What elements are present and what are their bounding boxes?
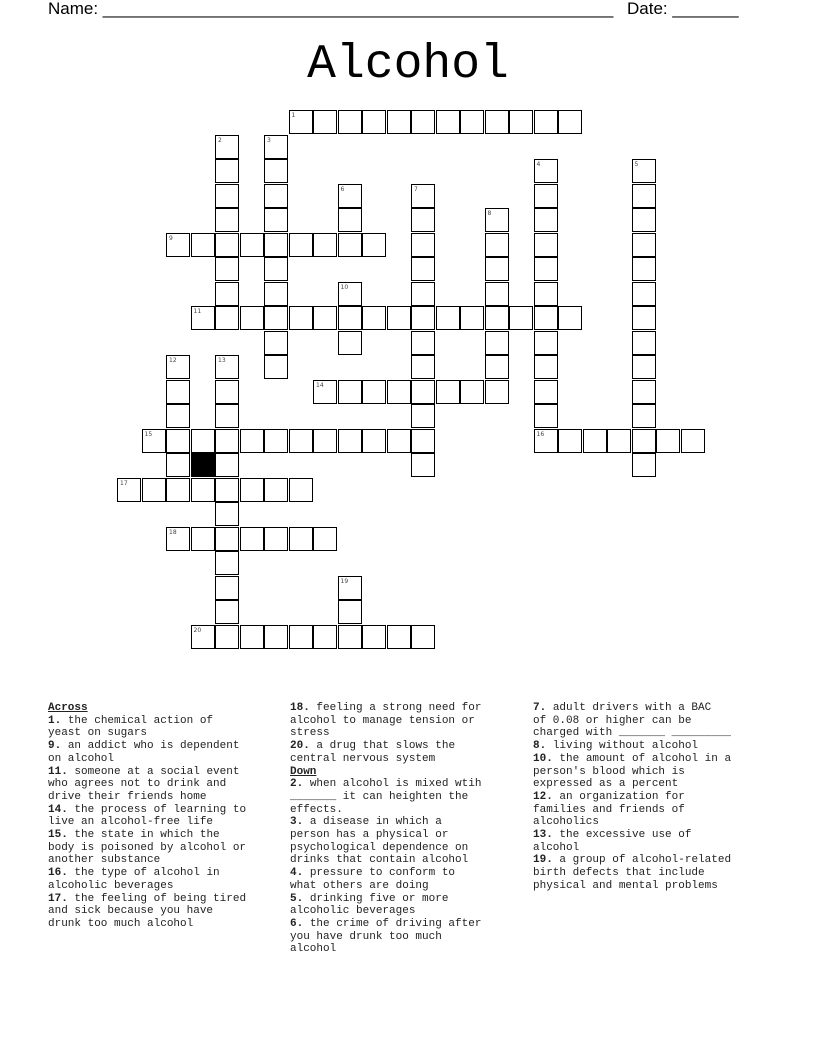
grid-cell[interactable] (632, 257, 656, 281)
grid-cell[interactable] (215, 625, 239, 649)
grid-cell[interactable] (264, 159, 288, 183)
clue-number: 2 (218, 136, 222, 144)
clue-number: 7 (414, 185, 418, 193)
clue-number: 20 (193, 626, 202, 634)
grid-cell[interactable] (215, 478, 239, 502)
grid-cell[interactable] (436, 380, 460, 404)
grid-cell[interactable] (289, 306, 313, 330)
grid-cell[interactable] (166, 380, 190, 404)
grid-cell[interactable] (583, 429, 607, 453)
grid-cell[interactable] (534, 429, 558, 453)
grid-cell[interactable] (411, 257, 435, 281)
grid-cell[interactable] (264, 184, 288, 208)
grid-cell[interactable] (338, 380, 362, 404)
grid-cell[interactable] (264, 331, 288, 355)
grid-cell[interactable] (338, 429, 362, 453)
grid-cell[interactable] (289, 233, 313, 257)
grid-cell[interactable] (485, 110, 509, 134)
grid-cell[interactable] (558, 429, 582, 453)
clue-number: 11 (193, 308, 202, 315)
grid-cell[interactable] (289, 527, 313, 551)
grid-cell[interactable] (534, 233, 558, 257)
grid-cell[interactable] (191, 429, 215, 453)
grid-cell[interactable] (632, 184, 656, 208)
grid-cell[interactable] (289, 110, 313, 134)
grid-cell[interactable] (460, 380, 484, 404)
grid-cell[interactable] (215, 135, 239, 159)
grid-cell[interactable] (485, 355, 509, 379)
clue-number: 9 (169, 234, 173, 242)
grid-cell[interactable] (264, 208, 288, 232)
grid-cell[interactable] (436, 110, 460, 134)
grid-cell[interactable] (166, 355, 190, 379)
clue-across-9: 9. an addict who is dependent on alcohol (48, 740, 240, 765)
grid-cell[interactable] (411, 282, 435, 306)
grid-cell[interactable] (632, 306, 656, 330)
grid-cell[interactable] (534, 404, 558, 428)
clue-down-10: 10. the amount of alcohol in a person's blood which is expressed as a percent (533, 752, 732, 791)
clue-down-7: 7. adult drivers with a BAC of 0.08 or higher can be charged with _______ _________ (533, 702, 732, 740)
clue-number: 15 (144, 430, 153, 438)
clue-down-6: 6. the crime of driving after you have drunk too much alcohol (290, 917, 482, 956)
grid-cell[interactable] (117, 478, 141, 502)
grid-cell[interactable] (240, 429, 264, 453)
grid-cell[interactable] (509, 110, 533, 134)
grid-cell[interactable] (338, 625, 362, 649)
clue-across-17: 17. the feeling of being tired and sick because you have drunk too much alcohol (48, 892, 247, 930)
grid-cell[interactable] (191, 527, 215, 551)
grid-cell[interactable] (534, 380, 558, 404)
grid-cell[interactable] (264, 306, 288, 330)
clue-down-4: 4. pressure to conform to what others are doing (290, 867, 456, 892)
grid-cell[interactable] (632, 282, 656, 306)
clue-across-1: 1. the chemical action of yeast on sugars (48, 714, 214, 740)
grid-cell[interactable] (436, 306, 460, 330)
date-label: Date: _______ (627, 0, 739, 18)
grid-cell[interactable] (485, 233, 509, 257)
grid-cell[interactable] (264, 527, 288, 551)
clue-number: 5 (634, 161, 639, 168)
grid-cell[interactable] (215, 184, 239, 208)
grid-cell[interactable] (558, 110, 582, 134)
grid-cell[interactable] (338, 233, 362, 257)
grid-cell[interactable] (166, 429, 190, 453)
grid-cell[interactable] (362, 233, 386, 257)
grid-cell[interactable] (240, 625, 264, 649)
grid-cell[interactable] (215, 208, 239, 232)
grid-cell[interactable] (215, 380, 239, 404)
grid-cell[interactable] (362, 306, 386, 330)
clue-column-1 (48, 702, 280, 931)
down-heading: Down (290, 765, 317, 778)
grid-cell[interactable] (485, 331, 509, 355)
grid-cell[interactable] (191, 233, 215, 257)
grid-cell[interactable] (362, 429, 386, 453)
grid-cell[interactable] (215, 551, 239, 575)
clue-number: 13 (218, 357, 226, 364)
grid-cell[interactable] (313, 429, 337, 453)
grid-cell[interactable] (338, 110, 362, 134)
across-heading: Across (48, 702, 88, 714)
clue-number: 18 (169, 528, 177, 536)
grid-cell[interactable] (313, 110, 337, 134)
grid-cell[interactable] (338, 600, 362, 624)
grid-cell[interactable] (215, 257, 239, 281)
clue-down-19: 19. a group of alcohol-related birth defects that include physical and mental problems (533, 854, 732, 892)
grid-cell[interactable] (289, 625, 313, 649)
grid-cell[interactable] (264, 625, 288, 649)
grid-cell[interactable] (387, 625, 411, 649)
grid-cell[interactable] (485, 282, 509, 306)
grid-cell[interactable] (240, 527, 264, 551)
grid-cell[interactable] (215, 502, 239, 526)
grid-cell[interactable] (362, 625, 386, 649)
clue-column-3 (533, 702, 769, 893)
grid-cell[interactable] (485, 257, 509, 281)
clue-across-18: 18. feeling a strong need for alcohol to manage tension or stress (290, 702, 482, 740)
grid-cell[interactable] (460, 306, 484, 330)
grid-cell[interactable] (166, 404, 190, 428)
grid-cell[interactable] (632, 380, 656, 404)
grid-cell[interactable] (264, 135, 288, 159)
grid-cell[interactable] (387, 306, 411, 330)
grid-cell[interactable] (411, 233, 435, 257)
grid-cell[interactable] (289, 429, 313, 453)
grid-cell[interactable] (681, 429, 705, 453)
grid-cell[interactable] (632, 404, 656, 428)
grid-cell[interactable] (215, 282, 239, 306)
grid-cell[interactable] (534, 331, 558, 355)
clue-number: 19 (340, 577, 349, 585)
grid-cell[interactable] (460, 110, 484, 134)
grid-cell[interactable] (215, 429, 239, 453)
grid-cell[interactable] (362, 110, 386, 134)
grid-cell[interactable] (411, 625, 435, 649)
clue-across-11: 11. someone at a social event who agrees not to drink and drive their friends home (48, 765, 240, 803)
clue-down-12: 12. an organization for families and friends of alcoholics (533, 790, 685, 829)
clue-down-13: 13. the excessive use of alcohol (533, 829, 692, 854)
grid-cell[interactable] (534, 306, 558, 330)
grid-cell[interactable] (166, 478, 190, 502)
grid-cell[interactable] (534, 257, 558, 281)
clue-down-5: 5. drinking five or more alcoholic beverages (290, 892, 449, 918)
grid-cell[interactable] (264, 355, 288, 379)
grid-cell[interactable] (632, 453, 656, 477)
grid-cell[interactable] (166, 527, 190, 551)
grid-cell[interactable] (534, 110, 558, 134)
grid-cell[interactable] (215, 306, 239, 330)
grid-cell[interactable] (240, 233, 264, 257)
clue-number: 14 (316, 381, 324, 389)
blocked-cell (191, 453, 215, 477)
clue-number: 10 (340, 283, 349, 291)
grid-cell[interactable] (338, 331, 362, 355)
grid-cell[interactable] (191, 625, 215, 649)
clue-down-8: 8. living without alcohol (533, 740, 699, 753)
grid-cell[interactable] (338, 306, 362, 330)
grid-cell[interactable] (338, 282, 362, 306)
grid-cell[interactable] (534, 208, 558, 232)
grid-cell[interactable] (264, 233, 288, 257)
grid-cell[interactable] (607, 429, 631, 453)
grid-cell[interactable] (632, 331, 656, 355)
grid-cell[interactable] (534, 159, 558, 183)
grid-cell[interactable] (240, 306, 264, 330)
grid-cell[interactable] (240, 478, 264, 502)
grid-cell[interactable] (411, 110, 435, 134)
grid-cell[interactable] (166, 453, 190, 477)
grid-cell[interactable] (411, 331, 435, 355)
grid-cell[interactable] (411, 306, 435, 330)
name-label: Name: ______________________________________________________ (48, 0, 614, 18)
grid-cell[interactable] (632, 429, 656, 453)
grid-cell[interactable] (411, 453, 435, 477)
grid-cell[interactable] (411, 184, 435, 208)
clue-across-16: 16. the type of alcohol in alcoholic beverages (48, 867, 220, 892)
grid-cell[interactable] (656, 429, 680, 453)
grid-cell[interactable] (264, 282, 288, 306)
grid-cell[interactable] (632, 233, 656, 257)
grid-cell[interactable] (534, 184, 558, 208)
grid-cell[interactable] (338, 184, 362, 208)
clue-number: 4 (536, 161, 541, 168)
grid-cell[interactable] (191, 478, 215, 502)
clue-number: 3 (267, 136, 271, 144)
clue-across-20: 20. a drug that slows the central nervous system (290, 740, 456, 765)
grid-cell[interactable] (264, 429, 288, 453)
grid-cell[interactable] (215, 600, 239, 624)
grid-cell[interactable] (142, 478, 166, 502)
grid-cell[interactable] (166, 233, 190, 257)
grid-cell[interactable] (485, 208, 509, 232)
clue-down-3: 3. a disease in which a person has a physical or psychological dependence on drinks that contain alcohol (290, 816, 469, 867)
grid-cell[interactable] (289, 478, 313, 502)
grid-cell[interactable] (313, 233, 337, 257)
grid-cell[interactable] (215, 453, 239, 477)
clue-across-15: 15. the state in which the body is poisoned by alcohol or another substance (48, 829, 247, 867)
grid-cell[interactable] (313, 306, 337, 330)
grid-cell[interactable] (215, 527, 239, 551)
clue-number: 17 (120, 479, 128, 487)
clue-number: 8 (487, 210, 492, 217)
grid-cell[interactable] (632, 208, 656, 232)
grid-cell[interactable] (215, 576, 239, 600)
grid-cell[interactable] (387, 110, 411, 134)
grid-cell[interactable] (558, 306, 582, 330)
grid-cell[interactable] (362, 380, 386, 404)
clue-across-14: 14. the process of learning to live an alcohol-free life (48, 803, 247, 829)
clue-number: 6 (340, 185, 345, 193)
grid-cell[interactable] (632, 355, 656, 379)
grid-cell[interactable] (142, 429, 166, 453)
grid-cell[interactable] (387, 429, 411, 453)
clue-number: 1 (291, 112, 296, 119)
grid-cell[interactable] (387, 380, 411, 404)
grid-cell[interactable] (485, 306, 509, 330)
grid-cell[interactable] (215, 355, 239, 379)
grid-cell[interactable] (534, 282, 558, 306)
grid-cell[interactable] (313, 625, 337, 649)
grid-cell[interactable] (632, 159, 656, 183)
grid-cell[interactable] (264, 257, 288, 281)
grid-cell[interactable] (215, 404, 239, 428)
grid-cell[interactable] (411, 208, 435, 232)
grid-cell[interactable] (411, 380, 435, 404)
grid-cell[interactable] (313, 380, 337, 404)
clue-down-2: 2. when alcohol is mixed wtih _______ it can heighten the effects. (290, 778, 482, 816)
grid-cell[interactable] (215, 233, 239, 257)
grid-cell[interactable] (313, 527, 337, 551)
clue-column-2 (290, 702, 518, 956)
grid-cell[interactable] (191, 306, 215, 330)
grid-cell[interactable] (338, 576, 362, 600)
grid-cell[interactable] (338, 208, 362, 232)
grid-cell[interactable] (411, 355, 435, 379)
grid-cell[interactable] (411, 429, 435, 453)
grid-cell[interactable] (264, 478, 288, 502)
grid-cell[interactable] (485, 380, 509, 404)
grid-cell[interactable] (534, 355, 558, 379)
clue-number: 16 (536, 430, 545, 438)
puzzle-title: Alcohol (307, 38, 509, 92)
clue-number: 12 (169, 357, 177, 364)
grid-cell[interactable] (411, 404, 435, 428)
grid-cell[interactable] (215, 159, 239, 183)
grid-cell[interactable] (509, 306, 533, 330)
